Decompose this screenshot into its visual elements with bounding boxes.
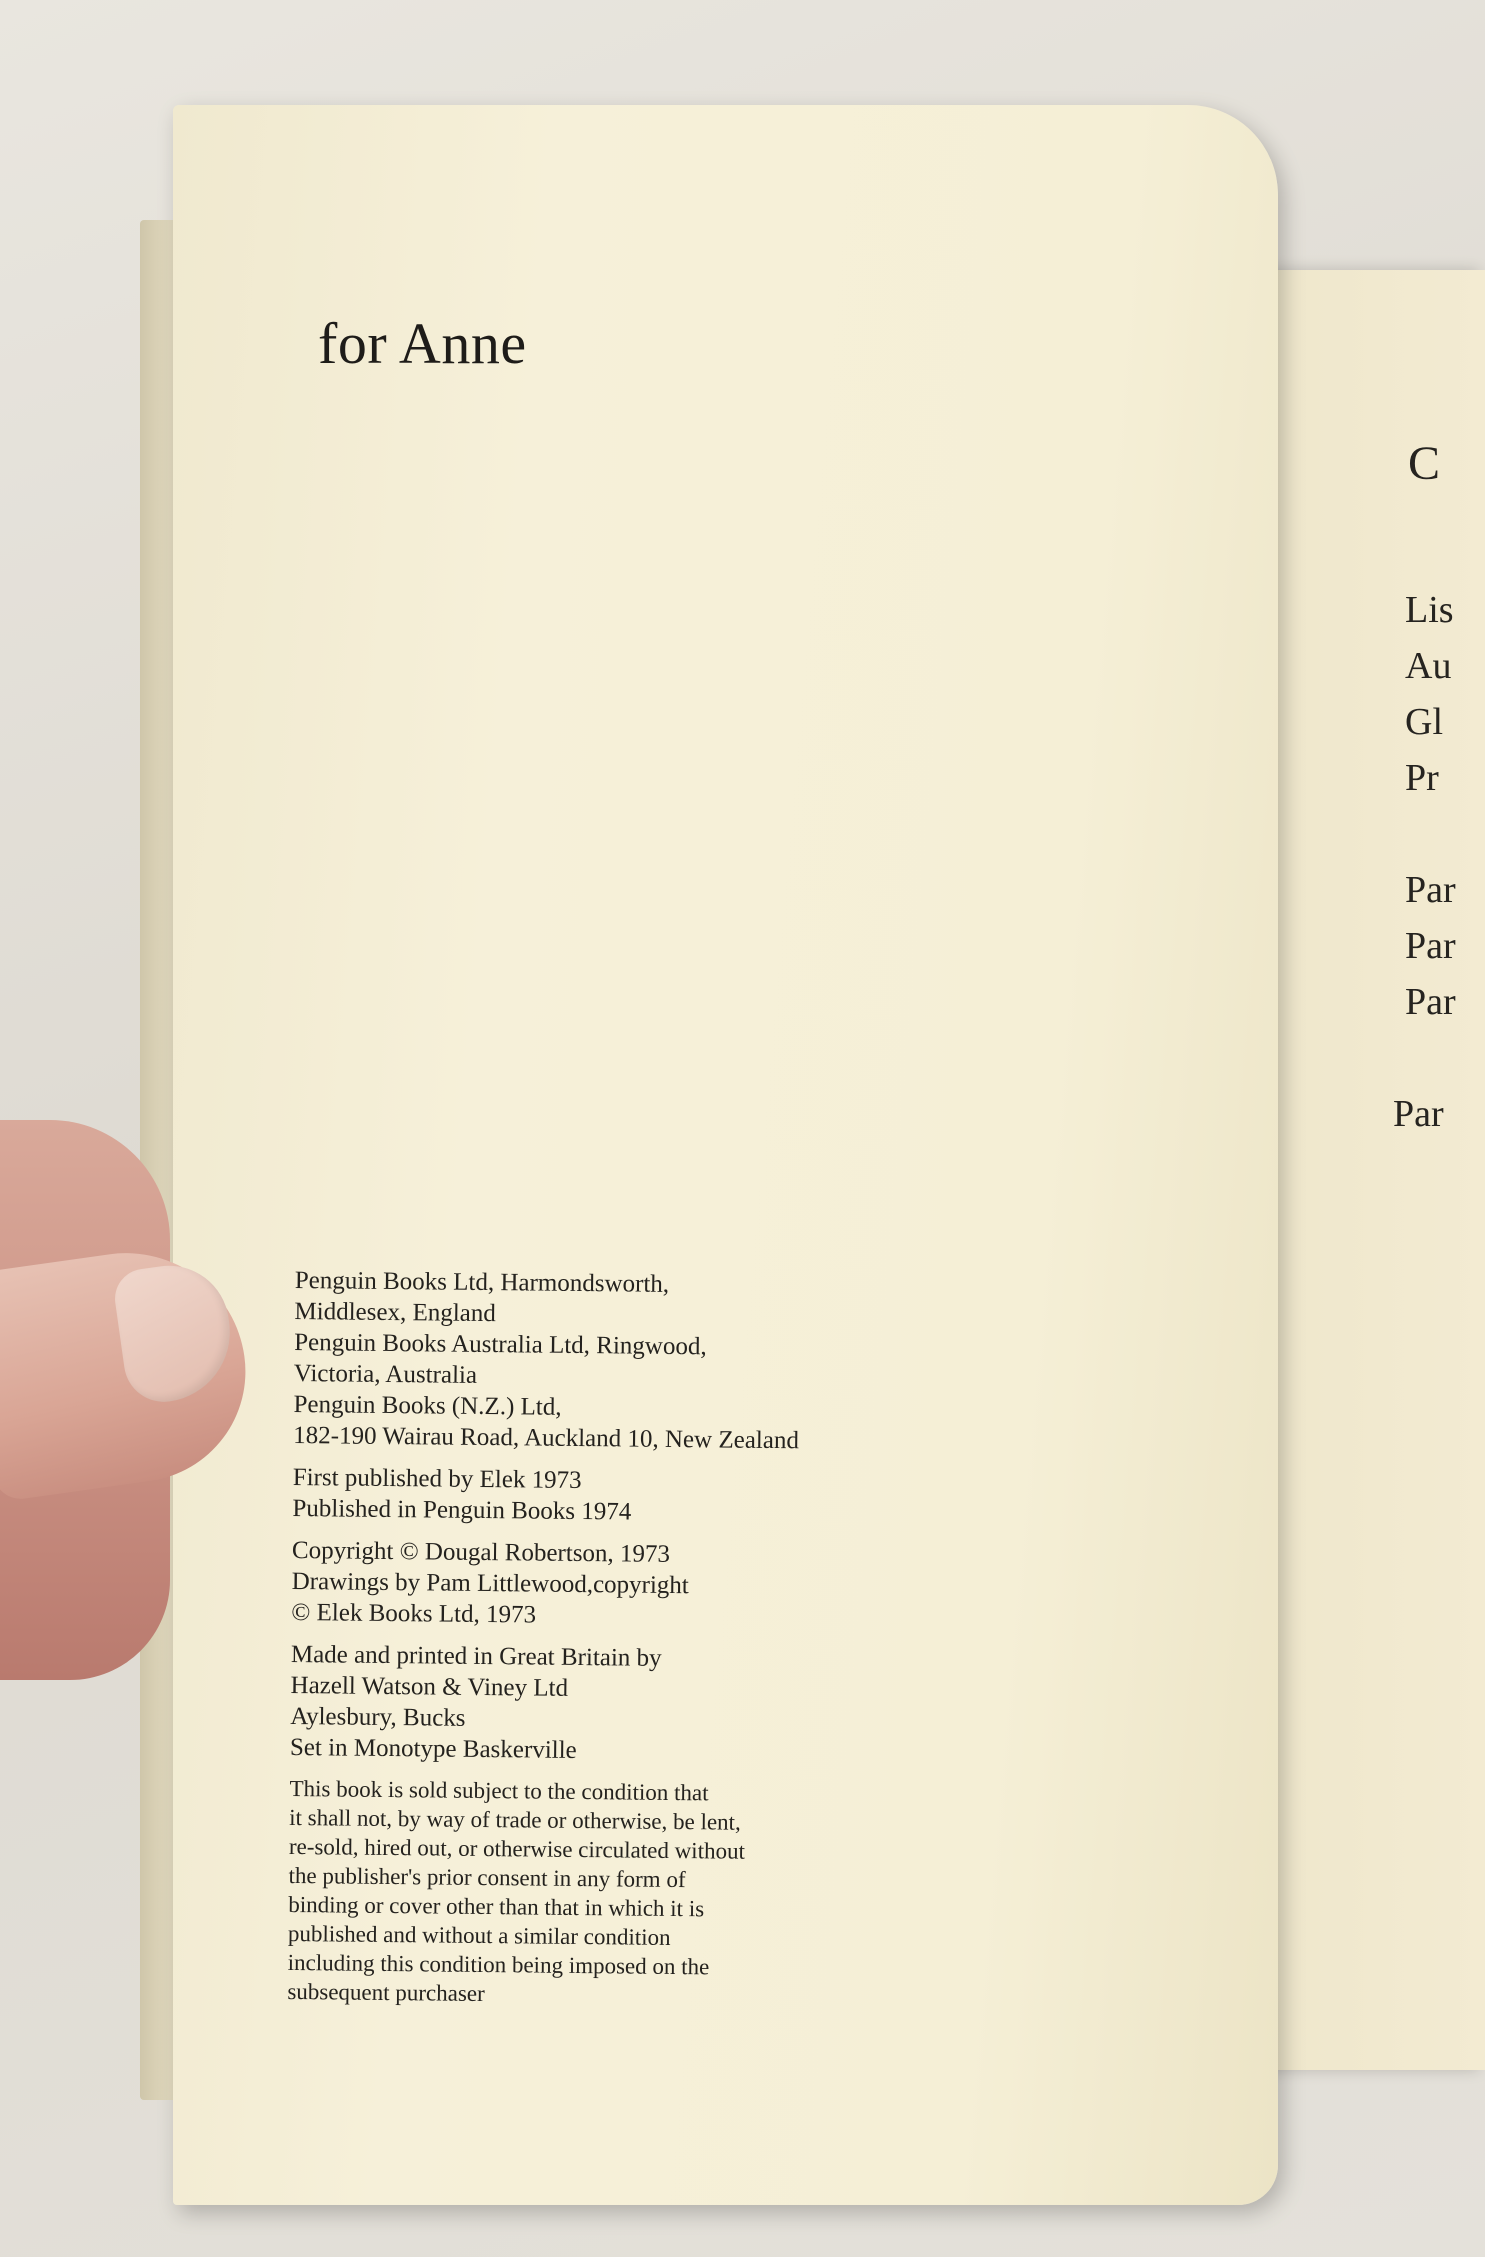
sale-condition-notice [287,1774,949,2013]
contents-item: Au [1405,645,1452,687]
imprint-line: © Elek Books Ltd, 1973 [291,1598,537,1629]
imprint-line: the publisher's prior consent in any form of [288,1862,686,1893]
imprint-line: Hazell Watson & Viney Ltd [290,1671,569,1702]
imprint-line: 182-190 Wairau Road, Auckland 10, New Zealand [293,1421,800,1455]
contents-item: Gl [1405,701,1443,743]
imprint-line: re-sold, hired out, or otherwise circulated without [288,1833,746,1864]
imprint-line: binding or cover other than that in which it is [288,1891,705,1922]
imprint-line: Middlesex, England [294,1297,497,1328]
imprint-line: it shall not, by way of trade or otherwise, be lent, [289,1804,741,1835]
contents-item: Par [1405,925,1456,967]
contents-heading: C [1408,437,1441,490]
contents-item: Lis [1405,589,1454,631]
publication-history [292,1462,953,1531]
dedication: for Anne [318,311,527,376]
imprint-line: First published by Elek 1973 [292,1463,582,1495]
imprint-line: Victoria, Australia [293,1359,478,1389]
copyright-notice [291,1535,952,1635]
imprint-line: Penguin Books Ltd, Harmondsworth, [294,1266,670,1298]
imprint-line: Drawings by Pam Littlewood,copyright [291,1567,689,1600]
publisher-addresses [293,1265,955,1458]
contents-item: Par [1393,1093,1444,1135]
imprint-line: Published in Penguin Books 1974 [292,1494,632,1526]
imprint-line: Set in Monotype Baskerville [289,1733,577,1764]
imprint-line: Penguin Books Australia Ltd, Ringwood, [294,1328,707,1361]
imprint-line: This book is sold subject to the condition that [289,1775,709,1806]
imprint-line: Made and printed in Great Britain by [290,1640,662,1672]
copyright-imprint [287,1265,955,2024]
contents-item: Par [1405,869,1456,911]
printer-details [290,1639,951,1770]
imprint-line: Penguin Books (N.Z.) Ltd, [293,1390,562,1421]
left-page [173,105,1278,2205]
imprint-line: Aylesbury, Bucks [290,1702,466,1732]
contents-item: Par [1405,981,1456,1023]
imprint-line: including this condition being imposed on the [287,1949,710,1980]
imprint-line: subsequent purchaser [287,1978,485,2007]
imprint-line: published and without a similar condition [287,1920,671,1950]
imprint-line: Copyright © Dougal Robertson, 1973 [291,1536,671,1568]
contents-item: Pr [1405,757,1439,799]
